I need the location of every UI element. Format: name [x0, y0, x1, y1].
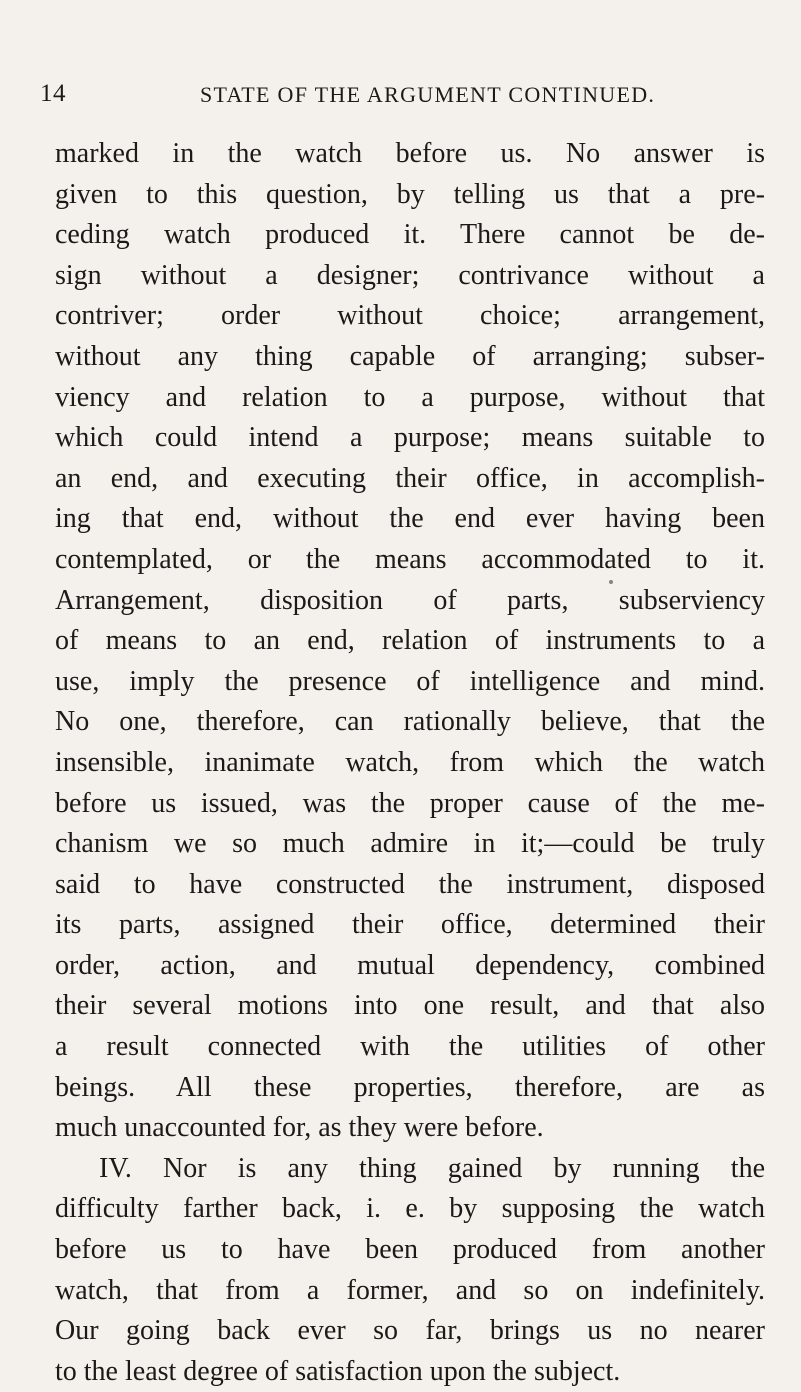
text-line: contriver; order without choice; arrangement,	[55, 300, 765, 332]
text-line: watch, that from a former, and so on indefinitely.	[55, 1274, 765, 1306]
text-line: beings. All these properties, therefore, are as	[55, 1071, 765, 1103]
text-line: use, imply the presence of intelligence and mind.	[55, 665, 765, 697]
ink-speck	[609, 580, 613, 584]
text-line: its parts, assigned their office, determined their	[55, 909, 765, 941]
text-line: without any thing capable of arranging; subser-	[55, 340, 765, 372]
text-line: ing that end, without the end ever having been	[55, 503, 765, 535]
text-line: sign without a designer; contrivance without a	[55, 259, 765, 291]
body-text	[55, 134, 765, 1392]
text-line: a result connected with the utilities of other	[55, 1031, 765, 1063]
text-line: much unaccounted for, as they were before.	[55, 1112, 544, 1144]
text-line: marked in the watch before us. No answer is	[55, 138, 765, 169]
text-line: chanism we so much admire in it;—could be truly	[55, 828, 765, 860]
text-line: before us issued, was the proper cause of the me-	[55, 787, 765, 819]
text-line: difficulty farther back, i. e. by supposing the watch	[55, 1193, 765, 1225]
page-number: 14	[40, 80, 66, 107]
text-line: said to have constructed the instrument, disposed	[55, 868, 765, 900]
text-line: No one, therefore, can rationally believe, that the	[55, 706, 765, 738]
text-line: an end, and executing their office, in accomplish-	[55, 462, 765, 494]
text-line: of means to an end, relation of instruments to a	[55, 625, 765, 657]
text-line: viency and relation to a purpose, without that	[55, 381, 765, 413]
text-line: which could intend a purpose; means suitable to	[55, 422, 765, 454]
text-line: Our going back ever so far, brings us no nearer	[55, 1315, 765, 1347]
text-line: ceding watch produced it. There cannot be de-	[55, 219, 765, 251]
text-line: insensible, inanimate watch, from which the watch	[55, 746, 765, 778]
text-line: their several motions into one result, and that also	[55, 990, 765, 1022]
running-head	[40, 80, 760, 120]
text-line: Arrangement, disposition of parts, subserviency	[55, 584, 765, 616]
text-line: before us to have been produced from another	[55, 1234, 765, 1266]
text-line: given to this question, by telling us that a pre-	[55, 178, 765, 210]
text-line: order, action, and mutual dependency, combined	[55, 949, 765, 981]
text-line: contemplated, or the means accommodated to it.	[55, 543, 765, 575]
text-line: IV. Nor is any thing gained by running the	[99, 1152, 765, 1184]
running-title: STATE OF THE ARGUMENT CONTINUED.	[200, 82, 656, 107]
text-line: to the least degree of satisfaction upon the subject.	[55, 1355, 621, 1387]
